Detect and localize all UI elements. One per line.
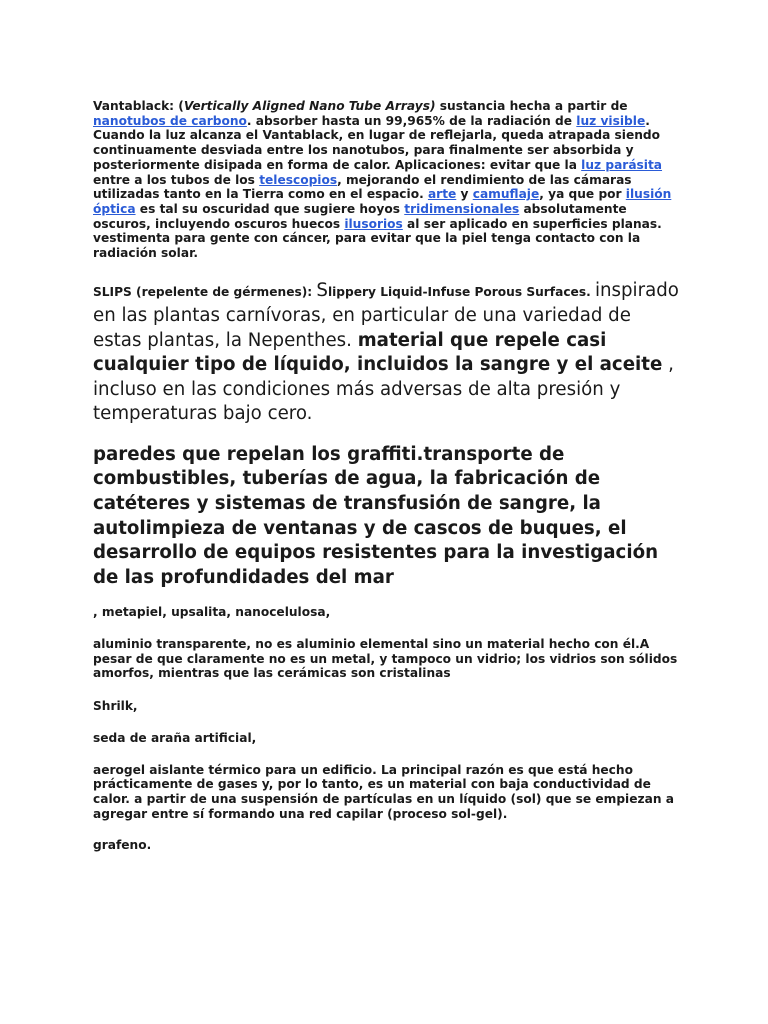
link-luz-parasita[interactable]: luz parásita xyxy=(581,157,663,172)
text-run: . Cuando la luz alcanza el Vantablack, en lugar de reflejarla, queda atrapada siendo continuamente desviada entre los nanotubos, para finalmente ser absorbida y posteriormente disipada en forma de calor. Aplicaciones: evitar que la xyxy=(93,113,661,172)
link-ilusorios[interactable]: ilusorios xyxy=(344,216,403,231)
text-run: , mejorando el rendimiento de las cámaras utilizadas tanto en la Tierra como en el espacio. xyxy=(93,172,632,202)
link-telescopios[interactable]: telescopios xyxy=(259,172,338,187)
text-run: entre a los tubos de los xyxy=(93,172,260,187)
slips-inspired: inspirado en las plantas carnívoras, en particular de una variedad de estas plantas, la Nepenthes. xyxy=(93,279,679,351)
text-run: . absorber hasta un 99,965% de la radiación de xyxy=(246,113,577,128)
applications-paragraph: paredes que repelan los graffiti.transporte de combustibles, tuberías de agua, la fabricación de catéteres y sistemas de transfusión de sangre, la autolimpieza de ventanas y de cascos de buques, el desarrollo de equipos resistentes para la investigación de las profundidades del mar xyxy=(93,443,659,588)
slips-big-s: S xyxy=(316,279,328,301)
aerogel-paragraph: aerogel aislante térmico para un edificio. La principal razón es que está hecho prácticamente de gases y, por lo tanto, es un material con baja conductividad de calor. a partir de una suspensión de partículas en un líquido (sol) que se empiezan a agregar entre sí formando una red capilar (proceso sol-gel). xyxy=(93,762,674,821)
text-run: , ya que por xyxy=(539,187,626,202)
text-run: absolutamente oscuros, incluyendo oscuros huecos xyxy=(93,201,627,231)
link-camuflaje[interactable]: camuflaje xyxy=(472,187,540,202)
vantablack-expansion: Vertically Aligned Nano Tube Arrays) xyxy=(183,99,436,113)
link-ilusion-optica[interactable]: ilusión óptica xyxy=(93,187,672,216)
shrilk-line: Shrilk, xyxy=(93,699,138,714)
document-page xyxy=(93,99,683,853)
link-arte[interactable]: arte xyxy=(427,187,457,202)
text-run: al ser aplicado en superficies planas. vestimenta para gente con cáncer, para evitar que la piel tenga contacto con la radiación solar. xyxy=(93,216,662,261)
slips-tail: , incluso en las condiciones más adversas de alta presión y temperaturas bajo cero. xyxy=(93,354,674,425)
link-nanotubos-de-carbono[interactable]: nanotubos de carbono xyxy=(93,113,247,128)
seda-line: seda de araña artificial, xyxy=(93,730,257,745)
link-tridimensionales[interactable]: tridimensionales xyxy=(404,201,520,216)
aluminio-paragraph: aluminio transparente, no es aluminio elemental sino un material hecho con él.A pesar de que claramente no es un metal, y tampoco un vidrio; los vidrios son sólidos amorfos, mientras que las cerámicas son cristalinas xyxy=(93,637,678,681)
vantablack-term: Vantablack: ( xyxy=(93,99,184,113)
vantablack-paragraph xyxy=(93,99,683,261)
text-run: sustancia hecha a partir de xyxy=(435,99,628,113)
grafeno-line: grafeno. xyxy=(93,838,152,853)
slips-name: lippery Liquid-Infuse Porous Surfaces. xyxy=(327,284,595,299)
text-run: es tal su oscuridad que sugiere hoyos xyxy=(135,201,405,216)
materials-list: , metapiel, upsalita, nanocelulosa, xyxy=(93,605,331,620)
link-luz-visible[interactable]: luz visible xyxy=(576,113,646,128)
text-run: y xyxy=(456,187,473,202)
slips-paragraph xyxy=(93,279,683,427)
slips-bold-claim: material que repele casi cualquier tipo de líquido, incluidos la sangre y el aceite xyxy=(93,329,663,376)
slips-label: SLIPS (repelente de gérmenes): xyxy=(93,284,317,299)
